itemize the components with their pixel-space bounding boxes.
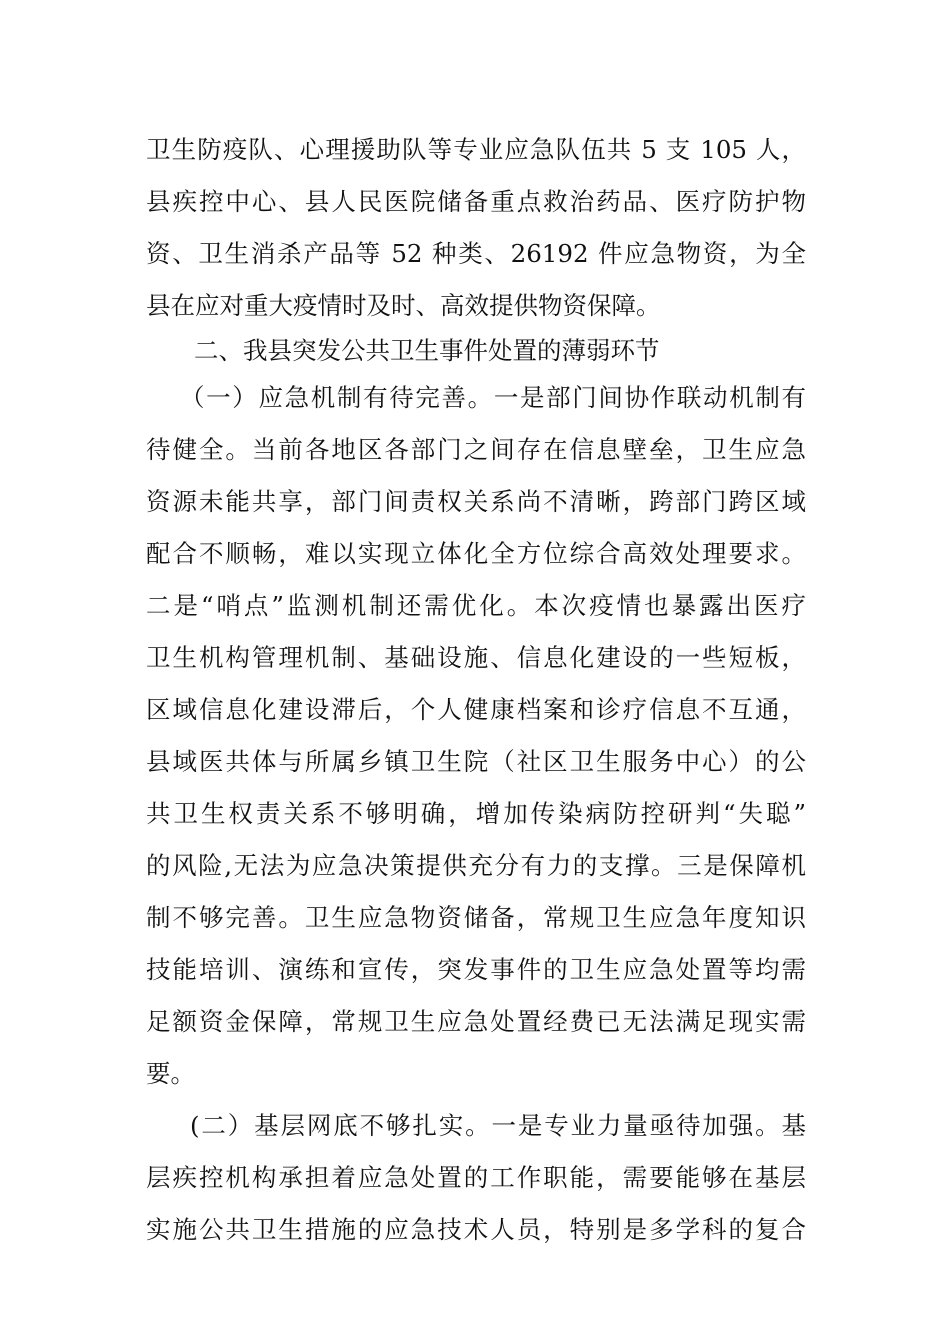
- text-line: 实施公共卫生措施的应急技术人员，特别是多学科的复合: [146, 1215, 806, 1244]
- text-line: 配合不顺畅，难以实现立体化全方位综合高效处理要求。: [146, 539, 806, 568]
- text-line: 县在应对重大疫情时及时、高效提供物资保障。: [146, 291, 661, 320]
- text-line: 县域医共体与所属乡镇卫生院（社区卫生服务中心）的公: [146, 747, 806, 776]
- text-line: 县疾控中心、县人民医院储备重点救治药品、医疗防护物: [146, 187, 806, 216]
- text-line: 要。: [146, 1059, 195, 1088]
- section-heading: 二、我县突发公共卫生事件处置的薄弱环节: [194, 336, 660, 365]
- text-line: 技能培训、演练和宣传，突发事件的卫生应急处置等均需: [146, 955, 806, 984]
- text-line: 层疾控机构承担着应急处置的工作职能，需要能够在基层: [146, 1163, 806, 1192]
- text-line: 二是“哨点”监测机制还需优化。本次疫情也暴露出医疗: [146, 591, 806, 620]
- text-line: 共卫生权责关系不够明确，增加传染病防控研判“失聪”: [146, 799, 806, 828]
- text-line: 制不够完善。卫生应急物资储备，常规卫生应急年度知识: [146, 903, 806, 932]
- text-line: 的风险,无法为应急决策提供充分有力的支撑。三是保障机: [146, 851, 806, 880]
- text-line: 区域信息化建设滞后，个人健康档案和诊疗信息不互通，: [146, 695, 806, 724]
- text-line: 资、卫生消杀产品等 52 种类、26192 件应急物资，为全: [146, 239, 806, 268]
- text-line: 卫生机构管理机制、基础设施、信息化建设的一些短板，: [146, 643, 806, 672]
- text-line: 卫生防疫队、心理援助队等专业应急队伍共 5 支 105 人，: [146, 135, 806, 164]
- text-line: 资源未能共享，部门间责权关系尚不清晰，跨部门跨区域: [146, 487, 806, 516]
- subsection-heading-line: (二）基层网底不够扎实。一是专业力量亟待加强。基: [190, 1111, 806, 1140]
- subsection-heading-line: （一）应急机制有待完善。一是部门间协作联动机制有: [180, 383, 806, 412]
- text-line: 待健全。当前各地区各部门之间存在信息壁垒，卫生应急: [146, 435, 806, 464]
- text-line: 足额资金保障，常规卫生应急处置经费已无法满足现实需: [146, 1007, 806, 1036]
